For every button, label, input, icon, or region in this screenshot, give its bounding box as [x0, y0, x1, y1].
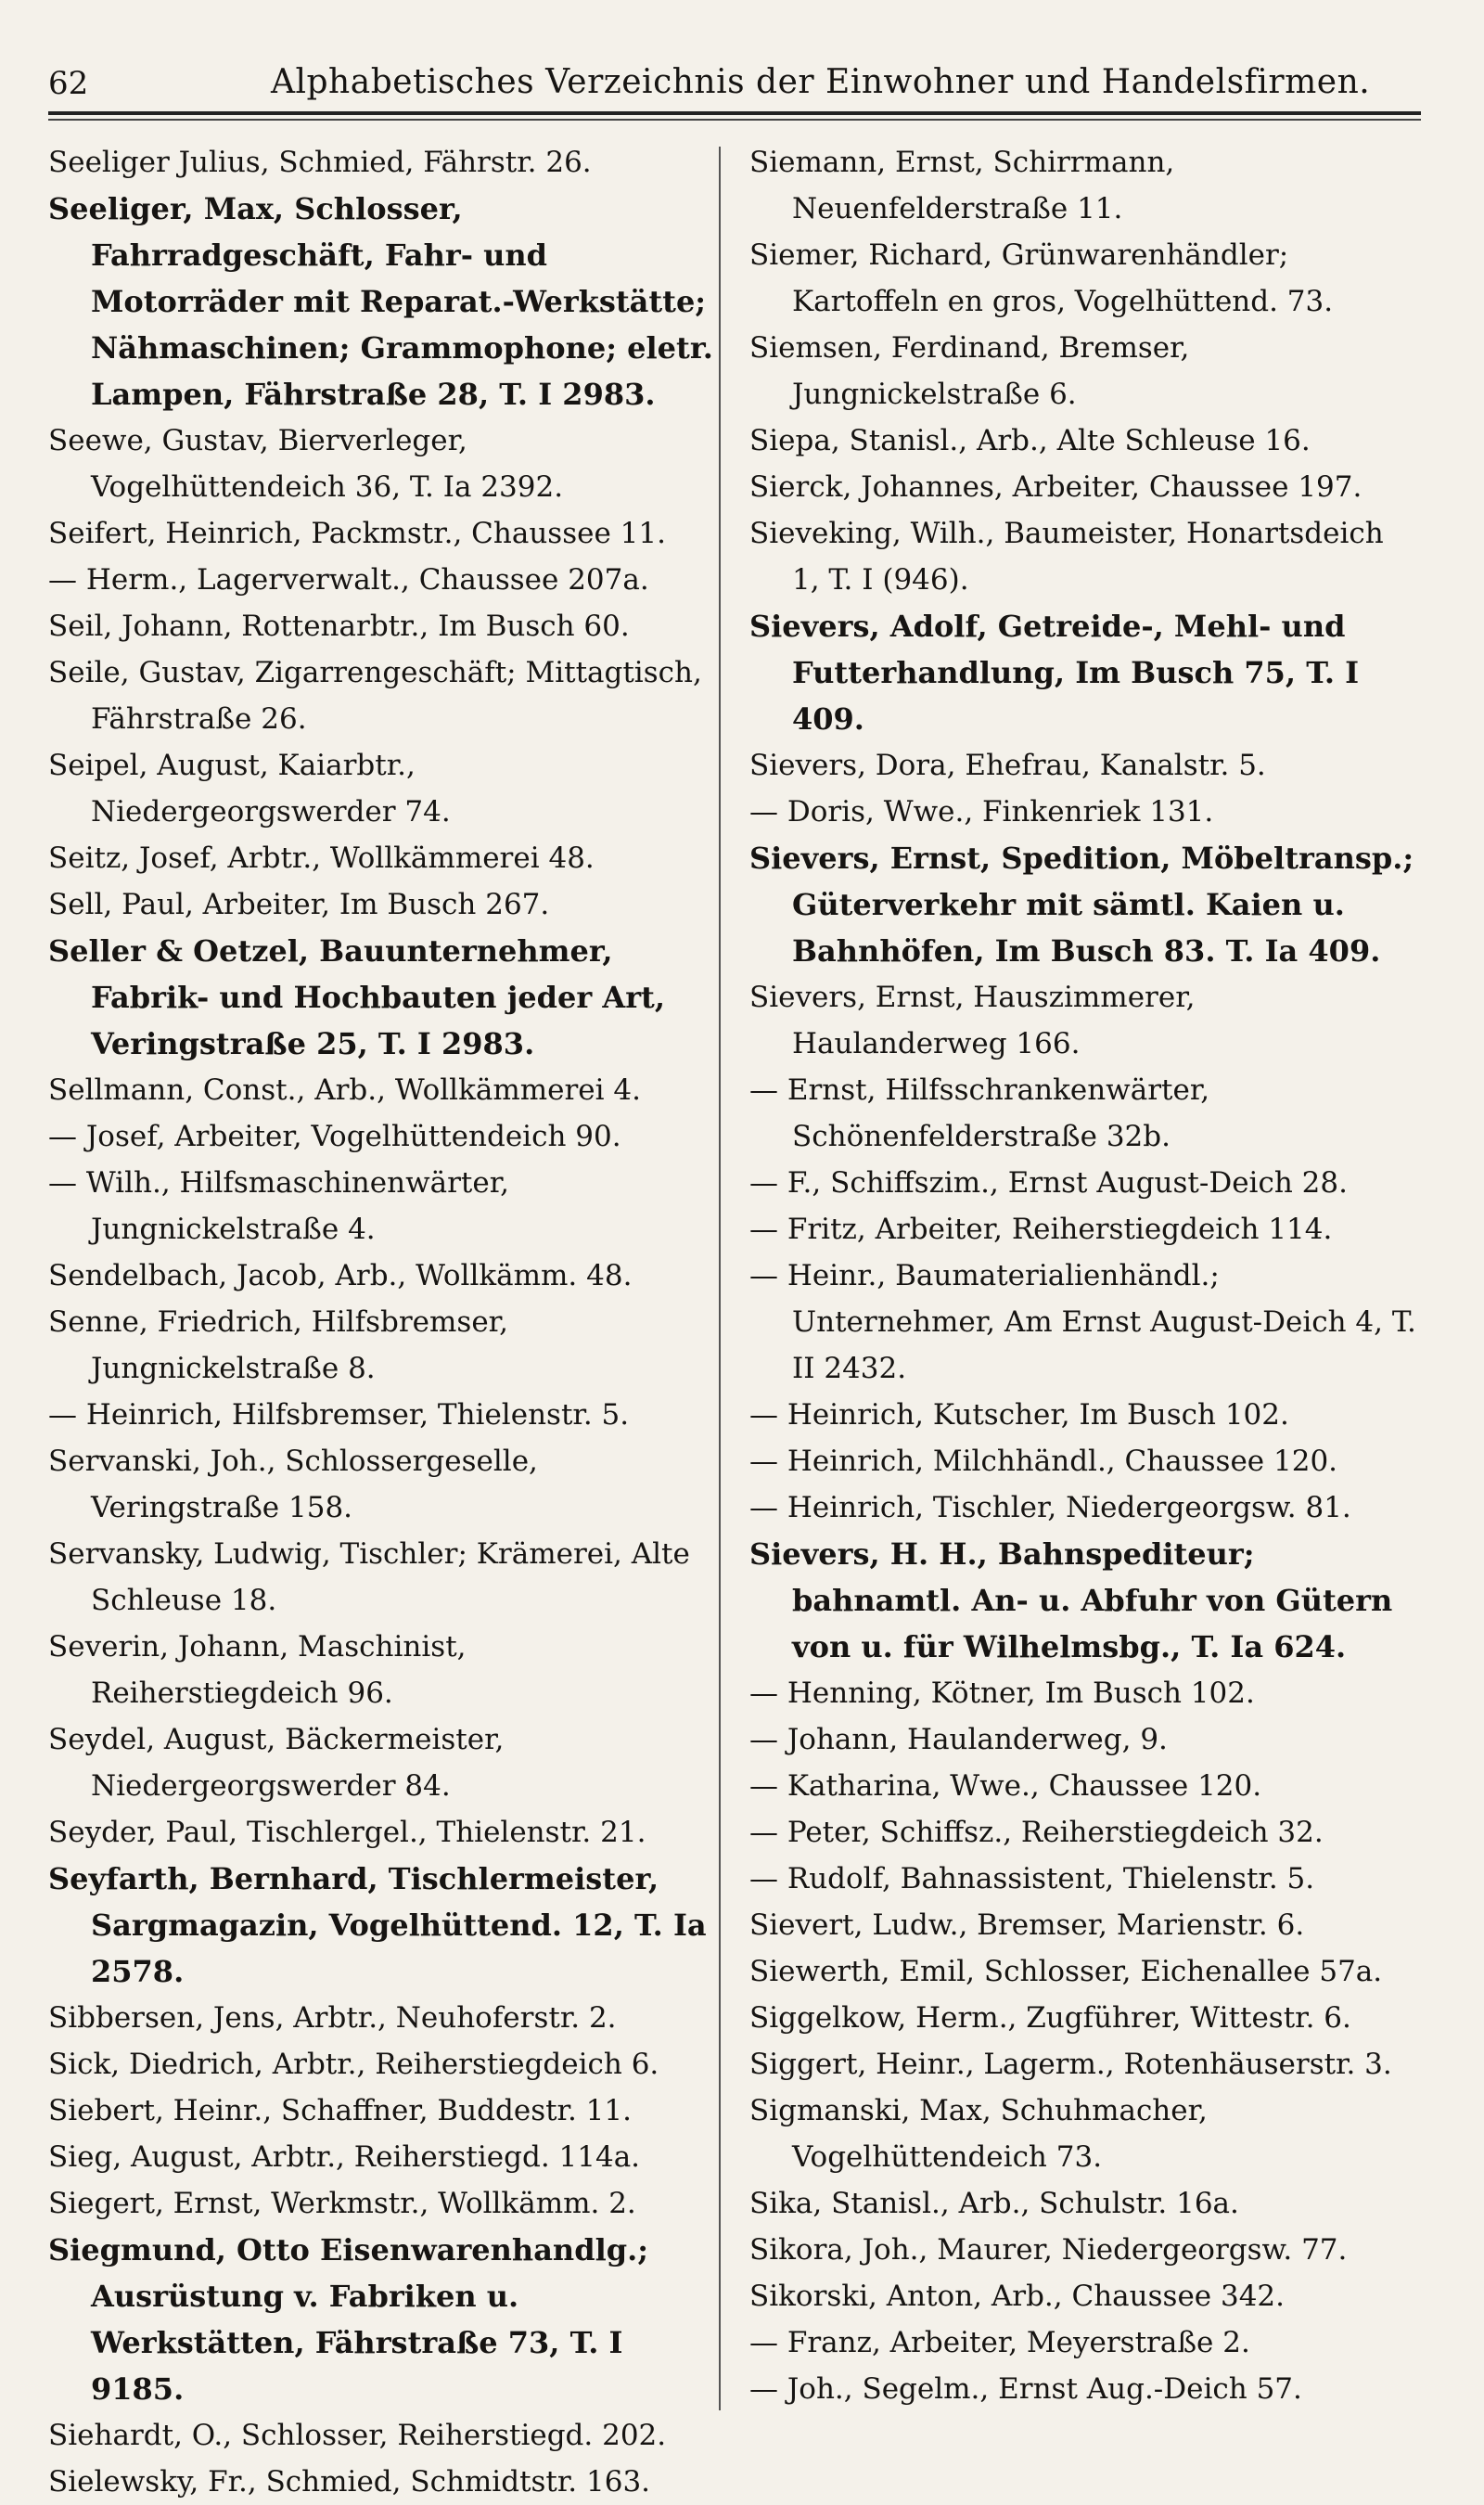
page-title: Alphabetisches Verzeichnis der Einwohner und Handelsfirmen. — [271, 63, 1371, 101]
directory-entry: Sievers, Ernst, Spedition, Möbeltransp.; Güterverkehr mit sämtl. Kaien u. Bahnhöfen, Im Busch 83. T. Ia 409. — [749, 841, 1414, 969]
directory-entry: — Henning, Kötner, Im Busch 102. — [749, 1676, 1255, 1710]
directory-entry: — Franz, Arbeiter, Meyerstraße 2. — [749, 2326, 1250, 2359]
directory-entry: Seyfarth, Bernhard, Tischlermeister, Sargmagazin, Vogelhüttend. 12, T. Ia 2578. — [48, 1861, 707, 1989]
directory-entry: Sielewsky, Fr., Schmied, Schmidtstr. 163. — [48, 2465, 651, 2499]
directory-entry: Seifert, Heinrich, Packmstr., Chaussee 11. — [48, 517, 666, 550]
directory-entry: Siewerth, Emil, Schlosser, Eichenallee 57a. — [749, 1955, 1383, 1988]
directory-entry: Siggelkow, Herm., Zugführer, Wittestr. 6. — [749, 2001, 1351, 2035]
directory-entry: — Heinr., Baumaterialienhändl.; Unternehmer, Am Ernst August-Deich 4, T. II 2432. — [749, 1259, 1416, 1385]
directory-entry: — Joh., Segelm., Ernst Aug.-Deich 57. — [749, 2372, 1302, 2406]
directory-entry: Siggert, Heinr., Lagerm., Rotenhäuserstr. 3. — [749, 2048, 1392, 2081]
directory-entry: Sibbersen, Jens, Arbtr., Neuhoferstr. 2. — [48, 2001, 617, 2035]
directory-entry: Seil, Johann, Rottenarbtr., Im Busch 60. — [48, 610, 630, 643]
directory-entry: Servanski, Joh., Schlossergeselle, Veringstraße 158. — [48, 1445, 538, 1524]
directory-entry: — Heinrich, Kutscher, Im Busch 102. — [749, 1398, 1289, 1432]
directory-entry: Sell, Paul, Arbeiter, Im Busch 267. — [48, 888, 550, 921]
directory-entry: Seydel, August, Bäckermeister, Niedergeorgswerder 84. — [48, 1723, 505, 1803]
directory-entry: Sendelbach, Jacob, Arb., Wollkämm. 48. — [48, 1259, 633, 1292]
directory-entry: Siebert, Heinr., Schaffner, Buddestr. 11. — [48, 2094, 632, 2127]
directory-entry: Siegmund, Otto Eisenwarenhandlg.; Ausrüstung v. Fabriken u. Werkstätten, Fährstraße 73, T. I 9185. — [48, 2232, 649, 2407]
directory-entry: Siemer, Richard, Grünwarenhändler; Kartoffeln en gros, Vogelhüttend. 73. — [749, 238, 1334, 318]
header-rule — [48, 111, 1421, 115]
directory-entry: — Herm., Lagerverwalt., Chaussee 207a. — [48, 563, 649, 597]
left-column — [48, 139, 716, 2499]
directory-entry: Sieg, August, Arbtr., Reiherstiegd. 114a. — [48, 2140, 641, 2174]
directory-entry: Servansky, Ludwig, Tischler; Krämerei, Alte Schleuse 18. — [48, 1537, 690, 1617]
directory-entry: — Katharina, Wwe., Chaussee 120. — [749, 1769, 1262, 1803]
directory-entry: Seeliger Julius, Schmied, Fährstr. 26. — [48, 146, 592, 179]
directory-entry: — Heinrich, Milchhändl., Chaussee 120. — [749, 1445, 1338, 1478]
directory-entry: Sellmann, Const., Arb., Wollkämmerei 4. — [48, 1073, 641, 1107]
directory-entry: Seitz, Josef, Arbtr., Wollkämmerei 48. — [48, 841, 595, 875]
directory-entry: — Josef, Arbeiter, Vogelhüttendeich 90. — [48, 1120, 621, 1153]
directory-entry: Seewe, Gustav, Bierverleger, Vogelhüttendeich 36, T. Ia 2392. — [48, 424, 564, 504]
directory-entry: Seeliger, Max, Schlosser, Fahrradgeschäft, Fahr- und Motorräder mit Reparat.-Werkstätte; Nähmaschinen; Grammophone; eletr. Lampen, Fährstraße 28, T. I 2983. — [48, 191, 713, 412]
right-column — [749, 139, 1417, 2406]
directory-entry: Sierck, Johannes, Arbeiter, Chaussee 197. — [749, 470, 1362, 504]
page-number: 62 — [48, 65, 89, 102]
directory-entry: Siemsen, Ferdinand, Bremser, Jungnickelstraße 6. — [749, 331, 1190, 411]
directory-entry: Sika, Stanisl., Arb., Schulstr. 16a. — [749, 2187, 1239, 2220]
page-header — [48, 58, 1421, 111]
directory-entry: — Heinrich, Tischler, Niedergeorgsw. 81. — [749, 1491, 1351, 1524]
directory-entry: Siepa, Stanisl., Arb., Alte Schleuse 16. — [749, 424, 1311, 457]
directory-entry: Severin, Johann, Maschinist, Reiherstiegdeich 96. — [48, 1630, 467, 1710]
directory-entry: Sievers, H. H., Bahnspediteur; bahnamtl. An- u. Abfuhr von Gütern von u. für Wilhelmsbg., T. Ia 624. — [749, 1536, 1393, 1664]
directory-entry: — Peter, Schiffsz., Reiherstiegdeich 32. — [749, 1816, 1324, 1849]
directory-entry: Siemann, Ernst, Schirrmann, Neuenfelderstraße 11. — [749, 146, 1175, 225]
directory-entry: Seipel, August, Kaiarbtr., Niedergeorgswerder 74. — [48, 749, 451, 829]
header-rule-thin — [48, 119, 1421, 121]
directory-entry: Seile, Gustav, Zigarrengeschäft; Mittagtisch, Fährstraße 26. — [48, 656, 702, 736]
directory-entry: Sick, Diedrich, Arbtr., Reiherstiegdeich 6. — [48, 2048, 659, 2081]
directory-entry: Seller & Oetzel, Bauunternehmer, Fabrik- und Hochbauten jeder Art, Veringstraße 25, T. I 2983. — [48, 933, 665, 1061]
directory-entry: Siehardt, O., Schlosser, Reiherstiegd. 202. — [48, 2419, 667, 2452]
directory-entry: Seyder, Paul, Tischlergel., Thielenstr. 21. — [48, 1816, 646, 1849]
directory-entry: Sievers, Ernst, Hauszimmerer, Haulanderweg 166. — [749, 981, 1196, 1060]
directory-entry: — F., Schiffszim., Ernst August-Deich 28. — [749, 1166, 1348, 1200]
directory-entry: Senne, Friedrich, Hilfsbremser, Jungnickelstraße 8. — [48, 1305, 508, 1385]
column-divider — [719, 147, 721, 2410]
directory-entry: — Doris, Wwe., Finkenriek 131. — [749, 795, 1214, 829]
directory-entry: Sievers, Adolf, Getreide-, Mehl- und Futterhandlung, Im Busch 75, T. I 409. — [749, 609, 1360, 737]
directory-entry: Sikorski, Anton, Arb., Chaussee 342. — [749, 2280, 1286, 2313]
directory-entry: Sieveking, Wilh., Baumeister, Honartsdeich 1, T. I (946). — [749, 517, 1384, 597]
directory-entry: — Ernst, Hilfsschrankenwärter, Schönenfelderstraße 32b. — [749, 1073, 1210, 1153]
directory-entry: — Heinrich, Hilfsbremser, Thielenstr. 5. — [48, 1398, 630, 1432]
directory-entry: — Fritz, Arbeiter, Reiherstiegdeich 114. — [749, 1213, 1333, 1246]
directory-entry: — Wilh., Hilfsmaschinenwärter, Jungnickelstraße 4. — [48, 1166, 509, 1246]
directory-entry: Sigmanski, Max, Schuhmacher, Vogelhüttendeich 73. — [749, 2094, 1208, 2174]
directory-entry: Siegert, Ernst, Werkmstr., Wollkämm. 2. — [48, 2187, 636, 2220]
directory-entry: Sievert, Ludw., Bremser, Marienstr. 6. — [749, 1908, 1305, 1942]
directory-entry: Sikora, Joh., Maurer, Niedergeorgsw. 77. — [749, 2233, 1348, 2267]
directory-entry: — Johann, Haulanderweg, 9. — [749, 1723, 1168, 1756]
directory-entry: Sievers, Dora, Ehefrau, Kanalstr. 5. — [749, 749, 1266, 782]
directory-entry: — Rudolf, Bahnassistent, Thielenstr. 5. — [749, 1862, 1315, 1895]
